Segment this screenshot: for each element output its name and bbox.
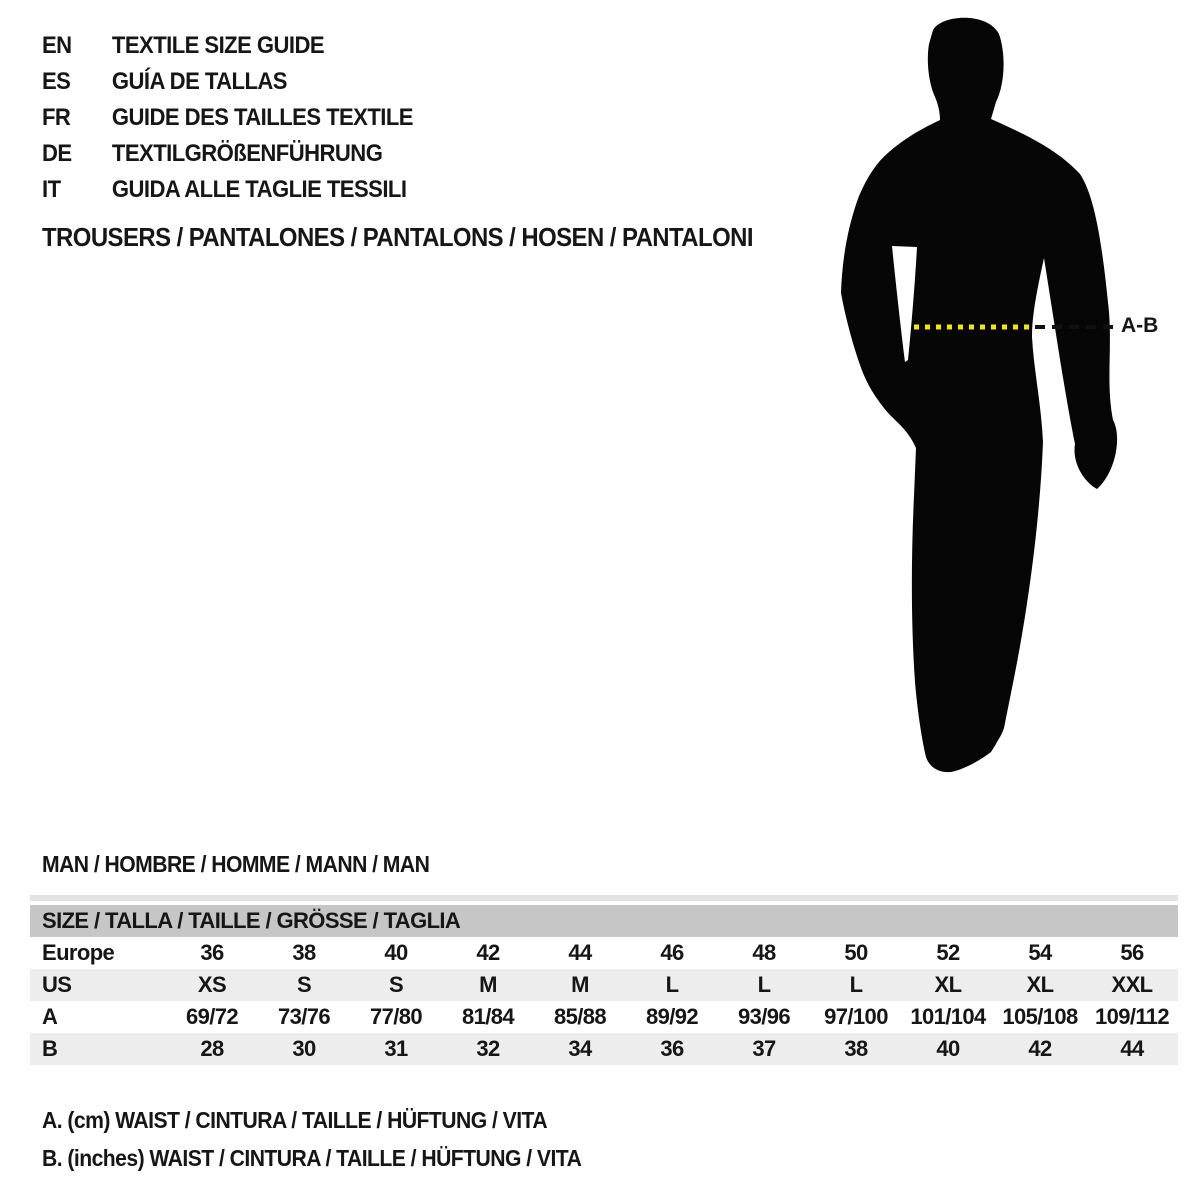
size-cell: 42 bbox=[476, 940, 500, 965]
size-cell: 69/72 bbox=[185, 1004, 239, 1029]
row-label: A bbox=[42, 1004, 58, 1029]
size-table-row-us bbox=[30, 969, 1178, 1001]
size-cell: 101/104 bbox=[910, 1004, 986, 1029]
size-table-top-strip bbox=[30, 895, 1178, 901]
size-cell: 97/100 bbox=[824, 1004, 888, 1029]
language-row-fr bbox=[42, 100, 413, 136]
row-label: US bbox=[42, 972, 72, 997]
language-list bbox=[42, 28, 413, 208]
size-cell: 38 bbox=[292, 940, 316, 965]
size-table-header: SIZE / TALLA / TAILLE / GRÖSSE / TAGLIA bbox=[30, 905, 1178, 937]
size-cell: XS bbox=[197, 972, 227, 997]
size-cell: 105/108 bbox=[1002, 1004, 1078, 1029]
language-code: DE bbox=[42, 140, 72, 167]
size-cell: 48 bbox=[752, 940, 776, 965]
size-cell: 73/76 bbox=[277, 1004, 331, 1029]
size-cell: 34 bbox=[568, 1036, 592, 1061]
language-label: GUÍA DE TALLAS bbox=[111, 68, 287, 95]
size-table-row-a bbox=[30, 1001, 1178, 1033]
size-cell: 38 bbox=[844, 1036, 868, 1061]
size-cell: S bbox=[296, 972, 312, 997]
size-table bbox=[30, 895, 1178, 1065]
size-cell: L bbox=[849, 972, 863, 997]
size-cell: 37 bbox=[752, 1036, 776, 1061]
size-cell: M bbox=[571, 972, 589, 997]
size-cell: 44 bbox=[568, 940, 592, 965]
size-cell: 93/96 bbox=[737, 1004, 791, 1029]
size-cell: 109/112 bbox=[1094, 1004, 1170, 1029]
size-cell: M bbox=[479, 972, 497, 997]
footer-notes bbox=[42, 1106, 628, 1182]
man-silhouette-figure bbox=[820, 0, 1200, 800]
man-silhouette-shape bbox=[841, 18, 1117, 772]
size-cell: XL bbox=[1026, 972, 1054, 997]
language-row-es bbox=[42, 64, 413, 100]
size-cell: 28 bbox=[200, 1036, 224, 1061]
size-cell: 31 bbox=[384, 1036, 408, 1061]
measure-label-ab: A-B bbox=[1121, 314, 1159, 337]
language-row-de bbox=[42, 136, 413, 172]
language-label: TEXTILE SIZE GUIDE bbox=[111, 32, 325, 59]
row-label: Europe bbox=[42, 940, 115, 965]
language-code: IT bbox=[42, 176, 61, 203]
row-label: B bbox=[42, 1036, 58, 1061]
language-row-en bbox=[42, 28, 413, 64]
size-cell: 40 bbox=[384, 940, 408, 965]
size-table-row-b bbox=[30, 1033, 1178, 1065]
size-cell: 32 bbox=[476, 1036, 500, 1061]
language-label: GUIDA ALLE TAGLIE TESSILI bbox=[111, 176, 407, 203]
size-cell: 44 bbox=[1120, 1036, 1144, 1061]
size-cell: 30 bbox=[292, 1036, 316, 1061]
language-code: EN bbox=[42, 32, 72, 59]
size-cell: S bbox=[388, 972, 404, 997]
size-cell: 89/92 bbox=[645, 1004, 699, 1029]
category-title: TROUSERS / PANTALONES / PANTALONS / HOSEN / PANTALONI bbox=[42, 222, 753, 252]
size-cell: L bbox=[665, 972, 679, 997]
note-waist-inches: B. (inches) WAIST / CINTURA / TAILLE / HÜFTUNG / VITA bbox=[42, 1145, 582, 1171]
language-code: FR bbox=[42, 104, 71, 131]
size-table-row-europe bbox=[30, 937, 1178, 969]
size-cell: 40 bbox=[936, 1036, 960, 1061]
size-cell: L bbox=[757, 972, 771, 997]
size-cell: 85/88 bbox=[553, 1004, 607, 1029]
size-cell: 50 bbox=[844, 940, 868, 965]
size-cell: 56 bbox=[1120, 940, 1144, 965]
size-cell: 36 bbox=[660, 1036, 684, 1061]
size-cell: 52 bbox=[936, 940, 960, 965]
size-cell: 81/84 bbox=[461, 1004, 515, 1029]
size-cell: XL bbox=[934, 972, 962, 997]
size-cell: 46 bbox=[660, 940, 684, 965]
language-code: ES bbox=[42, 68, 71, 95]
man-silhouette-svg bbox=[820, 0, 1200, 800]
size-cell: XXL bbox=[1111, 972, 1153, 997]
size-cell: 77/80 bbox=[369, 1004, 423, 1029]
language-row-it bbox=[42, 172, 413, 208]
size-cell: 42 bbox=[1028, 1036, 1052, 1061]
size-cell: 54 bbox=[1028, 940, 1052, 965]
language-label: TEXTILGRÖßENFÜHRUNG bbox=[111, 140, 383, 167]
size-cell: 36 bbox=[200, 940, 224, 965]
note-waist-cm: A. (cm) WAIST / CINTURA / TAILLE / HÜFTUNG / VITA bbox=[42, 1107, 548, 1133]
language-label: GUIDE DES TAILLES TEXTILE bbox=[111, 104, 413, 131]
gender-title: MAN / HOMBRE / HOMME / MANN / MAN bbox=[42, 851, 430, 877]
size-table-rows bbox=[30, 937, 1178, 1065]
